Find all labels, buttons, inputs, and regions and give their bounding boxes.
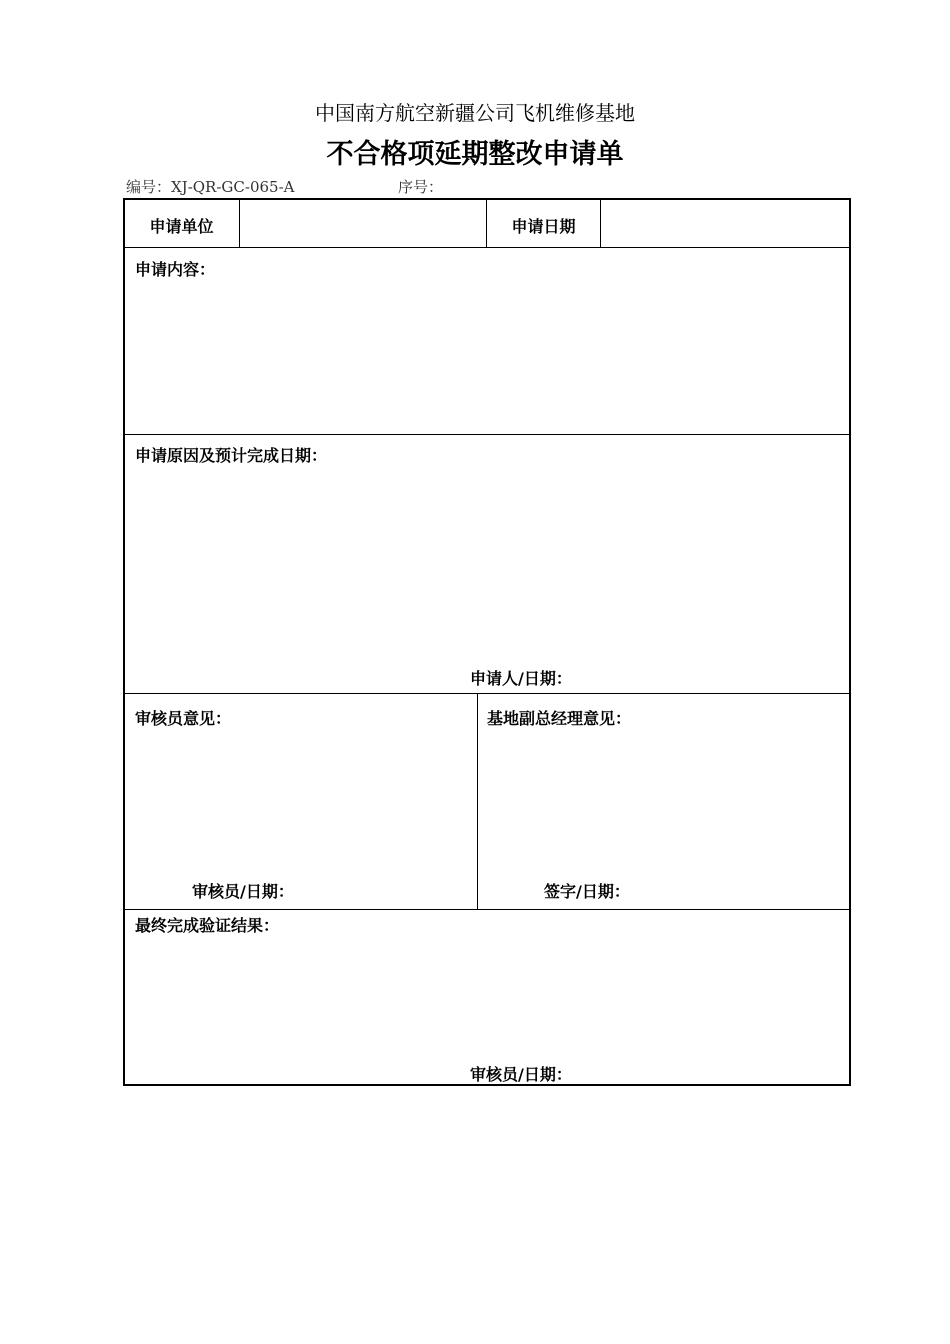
application-date-label: 申请日期	[511, 217, 576, 236]
final-auditor-signature-label: 审核员/日期：	[470, 1065, 572, 1084]
final-verification-field[interactable]	[126, 936, 848, 1056]
serial-number-label: 序号：	[398, 178, 444, 196]
auditor-opinion-label: 审核员意见：	[135, 709, 232, 728]
organization-name: 中国南方航空新疆公司飞机维修基地	[315, 101, 635, 125]
column-divider	[600, 199, 601, 247]
reason-and-date-field[interactable]	[126, 466, 848, 656]
final-verification-label: 最终完成验证结果：	[135, 916, 280, 935]
column-divider	[239, 199, 240, 247]
row-divider	[124, 247, 850, 248]
form-code: 编号：XJ-QR-GC-065-A	[126, 178, 295, 196]
application-content-field[interactable]	[126, 280, 848, 432]
form-title: 不合格项延期整改申请单	[326, 139, 624, 170]
applicant-unit-field[interactable]	[241, 201, 485, 246]
column-divider	[477, 694, 478, 909]
manager-signature-label: 签字/日期：	[544, 882, 630, 901]
application-content-label: 申请内容：	[135, 260, 216, 279]
row-divider	[124, 909, 850, 910]
auditor-opinion-field[interactable]	[126, 730, 475, 870]
applicant-signature-label: 申请人/日期：	[470, 669, 572, 688]
auditor-signature-label: 审核员/日期：	[192, 882, 294, 901]
row-divider	[124, 693, 850, 694]
row-divider	[124, 434, 850, 435]
deputy-manager-opinion-field[interactable]	[479, 730, 848, 870]
application-date-field[interactable]	[602, 201, 848, 246]
reason-and-date-label: 申请原因及预计完成日期：	[135, 446, 328, 465]
applicant-unit-label: 申请单位	[149, 217, 214, 236]
deputy-manager-opinion-label: 基地副总经理意见：	[487, 709, 632, 728]
